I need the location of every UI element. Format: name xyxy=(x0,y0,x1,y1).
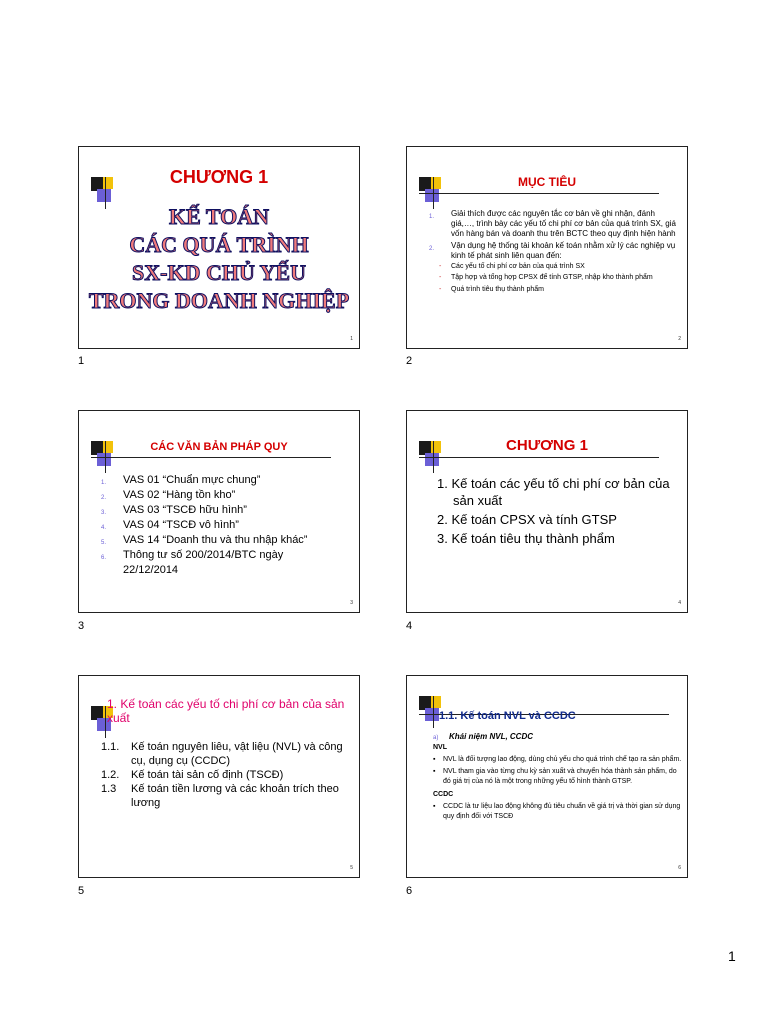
slide-number: 4 xyxy=(678,600,681,606)
list-item: 6. Thông tư số 200/2014/BTC ngày 22/12/2014 xyxy=(101,549,284,576)
slide-label: 6 xyxy=(406,885,413,897)
slide-label: 1 xyxy=(78,355,85,367)
ccdc-label: CCDC xyxy=(433,791,454,798)
page-number: 1 xyxy=(728,948,736,964)
list-item: 1.1. Kế toán nguyên liêu, vật liệu (NVL) và công cụ, dụng cụ (CCDC) xyxy=(101,741,343,767)
title-line: TRONG DOANH NGHIỆP xyxy=(88,288,350,313)
slide-heading: 1.1. Kế toán NVL và CCDC xyxy=(439,710,576,722)
slide-label: 5 xyxy=(78,885,85,897)
slide-2 xyxy=(406,146,688,349)
slide-number: 1 xyxy=(350,336,353,342)
slide-heading: CHƯƠNG 1 xyxy=(169,167,269,187)
slide-heading: CÁC VĂN BẢN PHÁP QUY xyxy=(150,441,288,453)
list-item: 1.2. Kế toán tài sản cố định (TSCĐ) xyxy=(101,769,284,781)
sub-item: - Tập hợp và tổng hợp CPSX để tính GTSP, nhập kho thành phẩm xyxy=(439,274,653,281)
slide-5 xyxy=(78,675,360,878)
list-item: 5. VAS 14 “Doanh thu và thu nhập khác” xyxy=(101,534,308,546)
slide-3 xyxy=(78,410,360,613)
slide-label: 3 xyxy=(78,620,85,632)
sub-item: - Các yếu tố chi phí cơ bản của quá trình SX xyxy=(439,263,585,270)
slide-number: 2 xyxy=(678,336,681,342)
slide-number: 5 xyxy=(350,865,353,871)
slide-label: 2 xyxy=(406,355,413,367)
nvl-label: NVL xyxy=(433,744,447,751)
slide-heading: 1. Kế toán các yếu tố chi phí cơ bản của sản xuất xyxy=(107,697,345,725)
slide-heading: CHƯƠNG 1 xyxy=(506,437,588,454)
sub-heading: a) Khái niệm NVL, CCDC xyxy=(433,732,534,741)
list-item: 4. VAS 04 “TSCĐ vô hình” xyxy=(101,519,239,531)
list-item: 2. Vận dụng hệ thống tài khoản kế toán nhằm xử lý các nghiệp vụ kinh tế phát sinh liên quan đến: xyxy=(429,241,676,260)
title-line: KẾ TOÁN xyxy=(168,204,270,229)
list-item: 1. Giải thích được các nguyên tắc cơ bản về ghi nhận, đánh giá,…, trình bày các yếu tố chi phí cơ bản của quá trình SX, giá vốn hàng bán và doanh thu trên BCTC theo quy định hiện hành xyxy=(429,209,676,238)
title-line: CÁC QUÁ TRÌNH xyxy=(129,232,309,257)
list-item: 1. Kế toán các yếu tố chi phí cơ bản của sản xuất xyxy=(437,476,670,508)
slide-heading: MỤC TIÊU xyxy=(518,175,576,189)
list-item: 3. Kế toán tiêu thụ thành phẩm xyxy=(437,531,615,546)
list-item: 3. VAS 03 “TSCĐ hữu hình” xyxy=(101,504,247,516)
slide-6 xyxy=(406,675,688,878)
list-item: ▪ CCDC là tư liệu lao động không đủ tiêu chuẩn về giá trị và thời gian sử dụng quy định đối với TSCĐ xyxy=(433,803,681,820)
slide-label: 4 xyxy=(406,620,413,632)
list-item: ▪ NVL tham gia vào từng chu kỳ sản xuất và chuyển hóa thành sản phẩm, do đó giá trị của nó là một trong những yếu tố hình thành GTSP. xyxy=(433,768,677,785)
list-item: 1. VAS 01 “Chuẩn mực chung” xyxy=(101,474,261,486)
list-item: 2. Kế toán CPSX và tính GTSP xyxy=(437,512,617,527)
slide-1 xyxy=(78,146,360,349)
slide-number: 6 xyxy=(678,865,681,871)
list-item: ▪ NVL là đối tượng lao động, dùng chủ yếu cho quá trình chế tạo ra sản phẩm. xyxy=(433,756,682,763)
title-line: SX-KD CHỦ YẾU xyxy=(132,260,306,285)
slide-number: 3 xyxy=(350,600,353,606)
list-item: 2. VAS 02 “Hàng tồn kho” xyxy=(101,489,236,501)
slide-4 xyxy=(406,410,688,613)
list-item: 1.3 Kế toán tiền lương và các khoản trích theo lương xyxy=(101,783,339,809)
sub-item: - Quá trình tiêu thụ thành phẩm xyxy=(439,286,545,293)
